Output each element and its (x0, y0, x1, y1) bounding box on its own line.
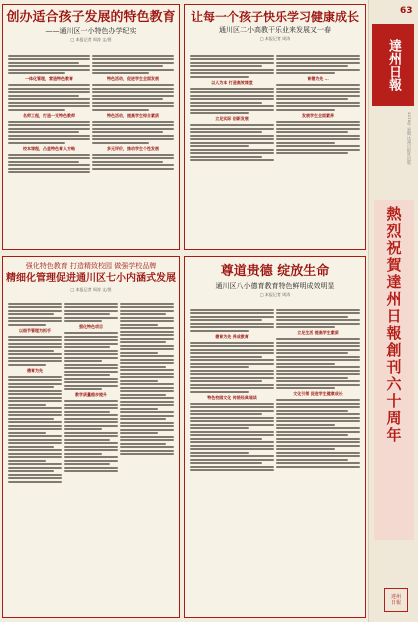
article-2-byline: □ 本报记者 周涛 (259, 36, 291, 42)
banner-char-13: 周 (386, 409, 402, 427)
article-4-body (190, 307, 360, 611)
article-2-headline: 让每一个孩子快乐学习健康成长 (190, 10, 359, 24)
article-3-kicker: 强化特色教育 打造精致校园 做强学校品牌 (25, 262, 157, 270)
article-3-section-1: 以细节管理为抓手 (19, 327, 51, 333)
article-1 (2, 4, 180, 250)
banner-char-14: 年 (386, 426, 402, 444)
article-3-body (8, 301, 174, 611)
banner-char-3: 祝 (386, 239, 402, 257)
article-4-subhead: 通川区八小德育教育特色鲜明成效明显 (215, 281, 335, 290)
article-4-section-3: 文化引领 促进学生健康成长 (293, 391, 343, 396)
article-3-byline: □ 本报记者 周涛 文/图 (70, 287, 112, 293)
article-1-section-4: 校本课程，凸显特色育人方略 (23, 145, 75, 151)
banner-char-7: 日 (386, 307, 402, 325)
article-3-section-4: 教学质量稳步提升 (75, 392, 107, 397)
article-3-section-3: 强化特色项目 (79, 324, 103, 329)
anniversary-banner (374, 200, 414, 540)
banner-char-10: 刊 (386, 358, 402, 376)
article-3 (2, 256, 180, 618)
article-1-body (8, 53, 174, 243)
banner-char-9: 創 (386, 341, 402, 359)
article-4-section-1: 德育为先 养成教育 (215, 333, 249, 339)
article-2 (184, 4, 366, 250)
sidebar-meta: 2018年 星期 达州日报社出版 (407, 112, 412, 165)
article-1-section-5: 特色活动，提高学生综合素质 (107, 112, 159, 118)
article-1-headline: 创办适合孩子发展的特色教育 (6, 10, 176, 25)
banner-char-11: 六 (386, 375, 402, 393)
article-4-byline: □ 本报记者 周涛 (259, 292, 291, 298)
banner-char-5: 達 (386, 273, 402, 291)
banner-char-4: 賀 (386, 256, 402, 274)
article-2-subhead: 通川区二小高教干乐业来发展又一春 (219, 25, 331, 34)
article-4-section-4: 特色校园文化 传统经典诵读 (207, 394, 257, 400)
article-2-section-2: 立足实际 创新发展 (215, 116, 249, 121)
article-1-section-3: 特色活动，促进学生全面发展 (107, 76, 159, 81)
article-4-headline: 尊道贵德 绽放生命 (220, 264, 330, 279)
article-1-section-1: 一体化管理，营造特色教育 (25, 76, 73, 81)
banner-char-8: 報 (386, 324, 402, 342)
banner-char-1: 熱 (386, 205, 402, 223)
article-4-section-2: 立足生活 提高学生素质 (297, 330, 339, 335)
page-number: 63 (400, 6, 413, 16)
seal-stamp: 達州 日報 (384, 588, 408, 612)
article-4 (184, 256, 366, 618)
banner-char-6: 州 (386, 290, 402, 308)
article-3-section-2: 德育为先 (27, 367, 43, 373)
article-1-byline: □ 本报记者 周涛 文/图 (70, 37, 112, 43)
masthead-logo-text: 達州日報 (386, 39, 401, 91)
article-2-section-4: 发展学生全面素养 (302, 112, 334, 118)
article-1-section-6: 多元评价，推动学生个性发展 (107, 145, 159, 151)
article-1-subhead: ——通川区一小特色办学纪实 (45, 26, 137, 35)
article-1-section-2: 名师工程，打造一支特色教师 (23, 112, 75, 118)
article-2-body (190, 53, 360, 243)
banner-char-12: 十 (386, 392, 402, 410)
article-2-section-1: 以人为本 打造高效课堂 (211, 79, 253, 85)
banner-char-2: 烈 (386, 222, 402, 240)
masthead-logo (372, 24, 414, 106)
article-3-headline: 精细化管理促进通川区七小内涵式发展 (6, 272, 176, 284)
article-2-section-3: 育德为先 ... (307, 76, 329, 81)
